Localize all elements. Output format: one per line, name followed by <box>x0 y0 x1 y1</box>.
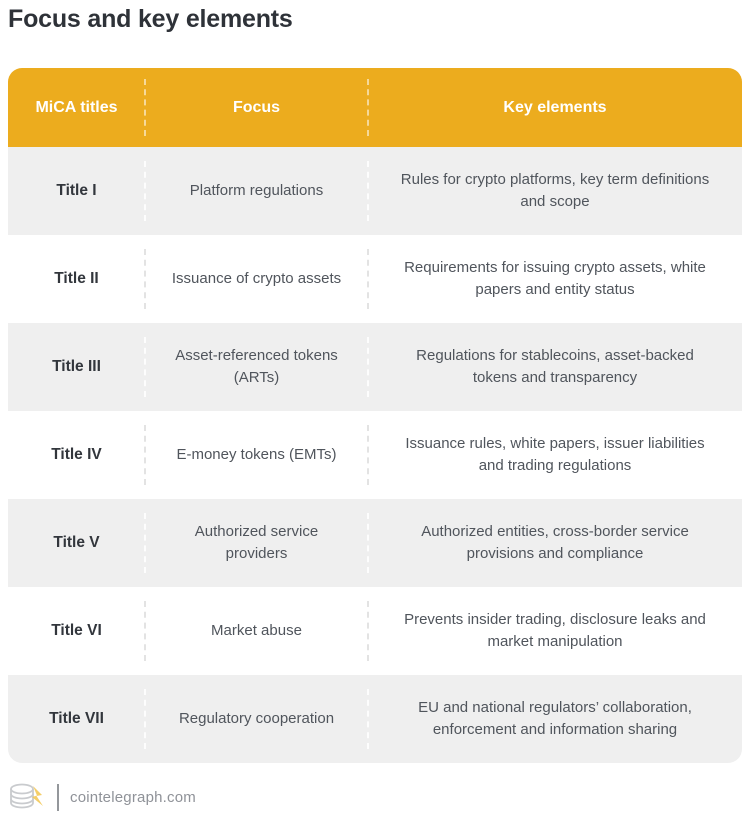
row-key-elements: Requirements for issuing crypto assets, white papers and entity status <box>368 235 742 323</box>
row-focus: Platform regulations <box>145 147 368 235</box>
row-key-elements: Regulations for stablecoins, asset-backed tokens and transparency <box>368 323 742 411</box>
table-row-title-1 <box>8 147 742 235</box>
table-header-row <box>8 68 742 147</box>
footer-divider <box>57 784 59 811</box>
row-focus: Market abuse <box>145 587 368 675</box>
row-title: Title I <box>56 182 97 199</box>
row-title: Title II <box>54 270 99 287</box>
table-row-title-2 <box>8 235 742 323</box>
table-row-title-4 <box>8 411 742 499</box>
row-title: Title VI <box>51 622 102 639</box>
column-header-key-elements: Key elements <box>368 68 742 147</box>
column-header-focus: Focus <box>145 68 368 147</box>
footer <box>8 779 196 815</box>
row-focus: Authorized service providers <box>145 499 368 587</box>
table-row-title-5 <box>8 499 742 587</box>
row-focus: E-money tokens (EMTs) <box>145 411 368 499</box>
row-title: Title III <box>52 358 101 375</box>
row-key-elements: Rules for crypto platforms, key term definitions and scope <box>368 147 742 235</box>
row-focus: Regulatory cooperation <box>145 675 368 763</box>
row-key-elements: Prevents insider trading, disclosure leaks and market manipulation <box>368 587 742 675</box>
row-key-elements: Authorized entities, cross-border service provisions and compliance <box>368 499 742 587</box>
row-focus: Asset-referenced tokens (ARTs) <box>145 323 368 411</box>
row-key-elements: Issuance rules, white papers, issuer liabilities and trading regulations <box>368 411 742 499</box>
table-row-title-7 <box>8 675 742 763</box>
mica-table <box>8 68 742 763</box>
row-key-elements: EU and national regulators’ collaboration, enforcement and information sharing <box>368 675 742 763</box>
row-title: Title IV <box>51 446 102 463</box>
row-title: Title V <box>53 534 100 551</box>
column-header-mica-titles: MiCA titles <box>35 98 118 116</box>
row-title: Title VII <box>49 710 104 727</box>
source-text: cointelegraph.com <box>70 788 196 806</box>
table-row-title-3 <box>8 323 742 411</box>
page-title: Focus and key elements <box>8 5 293 33</box>
cointelegraph-coins-icon <box>8 779 46 815</box>
row-focus: Issuance of crypto assets <box>145 235 368 323</box>
table-row-title-6 <box>8 587 742 675</box>
